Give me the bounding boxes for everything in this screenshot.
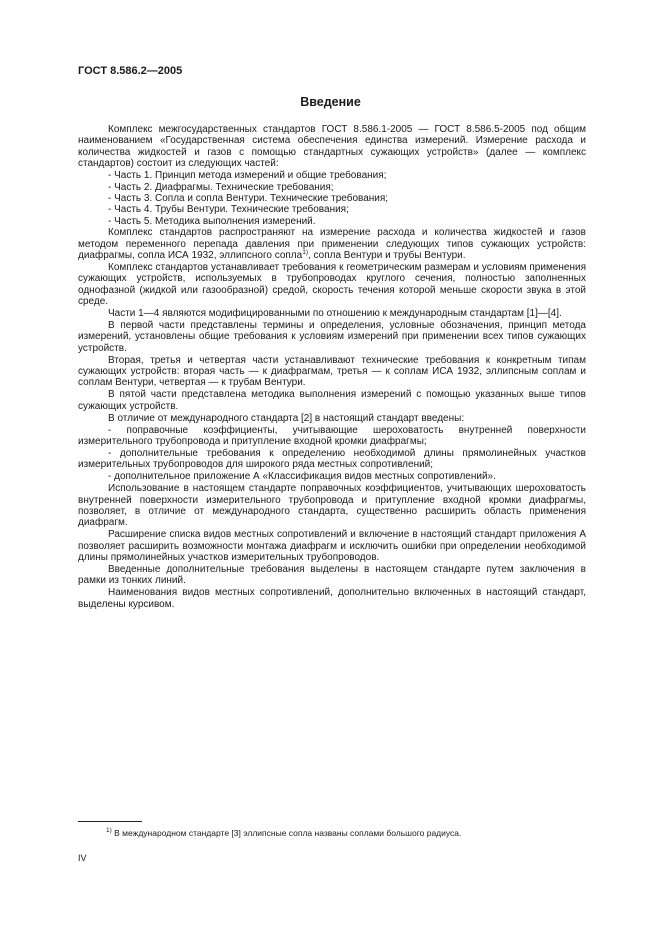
footnote-ref: 1) — [302, 248, 308, 256]
paragraph: В пятой части представлена методика выполнения измерений с помощью указанных выше типов сужающих устройств. — [78, 389, 586, 412]
page-number: IV — [78, 853, 87, 863]
footnote-separator — [78, 821, 142, 822]
list-item: - Часть 4. Трубы Вентури. Технические требования; — [108, 204, 349, 216]
footnote — [106, 828, 461, 838]
section-title: Введение — [300, 95, 361, 109]
list-item: - дополнительные требования к определению необходимой длины прямолинейных участков измерительных трубопроводов для широкого ряда местных сопротивлений; — [78, 447, 586, 471]
paragraph: В первой части представлены термины и определения, условные обозначения, принцип метода измерений, установлены общие требования к условиям измерений при применении всех типов сужающих устройств. — [78, 319, 586, 354]
paragraph: В отличие от международного стандарта [2] в настоящий стандарт введены: — [108, 412, 465, 424]
paragraph: Вторая, третья и четвертая части устанавливают технические требования к конкретным типам сужающих устройств: вторая часть — к диафрагмам, третья — к соплам ИСА 1932, эллипсным соплам и соплам Вентури, четвертая — к трубам Вентури. — [78, 354, 586, 389]
paragraph: Комплекс стандартов устанавливает требования к геометрическим размерам и условиям применения сужающих устройств, используемых в трубопроводах круглого сечения, полностью заполненных однофазной (жидкой или газообразной) средой, скорость течения которой меньше скорости звука в этой среде. — [78, 261, 586, 308]
list-item: - Часть 2. Диафрагмы. Технические требования; — [108, 181, 334, 193]
list-item: - поправочные коэффициенты, учитывающие шероховатость внутренней поверхности измерительного трубопровода и притупление входной кромки диафрагмы; — [78, 424, 586, 447]
paragraph: Комплекс межгосударственных стандартов ГОСТ 8.586.1-2005 — ГОСТ 8.586.5-2005 под общим наименованием «Государственная система обеспечения единства измерений. Измерение расхода и количества жидкостей и газов с помощью стандартных сужающих устройств» (далее — комплекс стандартов) состоит из следующих частей: — [78, 124, 586, 170]
paragraph: Наименования видов местных сопротивлений, дополнительно включенных в настоящий стандарт, выделены курсивом. — [78, 587, 586, 610]
footnote-marker: 1) — [106, 827, 112, 834]
paragraph: Использование в настоящем стандарте поправочных коэффициентов, учитывающих шероховатость внутренней поверхности измерительного трубопровода и притупление входной кромки диафрагмы, позволяет, в отличие от международного стандарта, существенно расширить область применения диафрагм. — [78, 483, 586, 529]
paragraph: Части 1—4 являются модифицированными по отношению к международным стандартам [1]—[4]. — [108, 308, 562, 319]
paragraph-with-footnote — [78, 227, 586, 261]
list-item: - Часть 3. Сопла и сопла Вентури. Технические требования; — [108, 192, 389, 204]
paragraph-text-tail: , сопла Вентури и трубы Вентури. — [307, 249, 466, 261]
paragraph-text: Комплекс стандартов распространяют на измерение расхода и количества жидкостей и газов методом переменного перепада давления при применении следующих типов сужающих устройств: диафрагмы, сопла ИСА 1932, эллипсного сопла — [78, 227, 586, 261]
document-header: ГОСТ 8.586.2—2005 — [78, 65, 183, 77]
body-text — [78, 124, 586, 611]
list-item: - Часть 1. Принцип метода измерений и общие требования; — [108, 170, 387, 182]
paragraph: Расширение списка видов местных сопротивлений и включение в настоящий стандарт приложения А позволяет расширить возможности монтажа диафрагм и исключить ошибки при определении необходимой длины прямолинейных участков измерительных трубопроводов. — [78, 529, 586, 564]
list-item: - дополнительное приложение А «Классификация видов местных сопротивлений». — [108, 471, 496, 483]
footnote-text: В международном стандарте [3] эллипсные сопла названы соплами большого радиуса. — [114, 828, 462, 838]
list-item: - Часть 5. Методика выполнения измерений. — [108, 215, 316, 227]
paragraph: Введенные дополнительные требования выделены в настоящем стандарте путем заключения в рамки из тонких линий. — [78, 563, 586, 587]
